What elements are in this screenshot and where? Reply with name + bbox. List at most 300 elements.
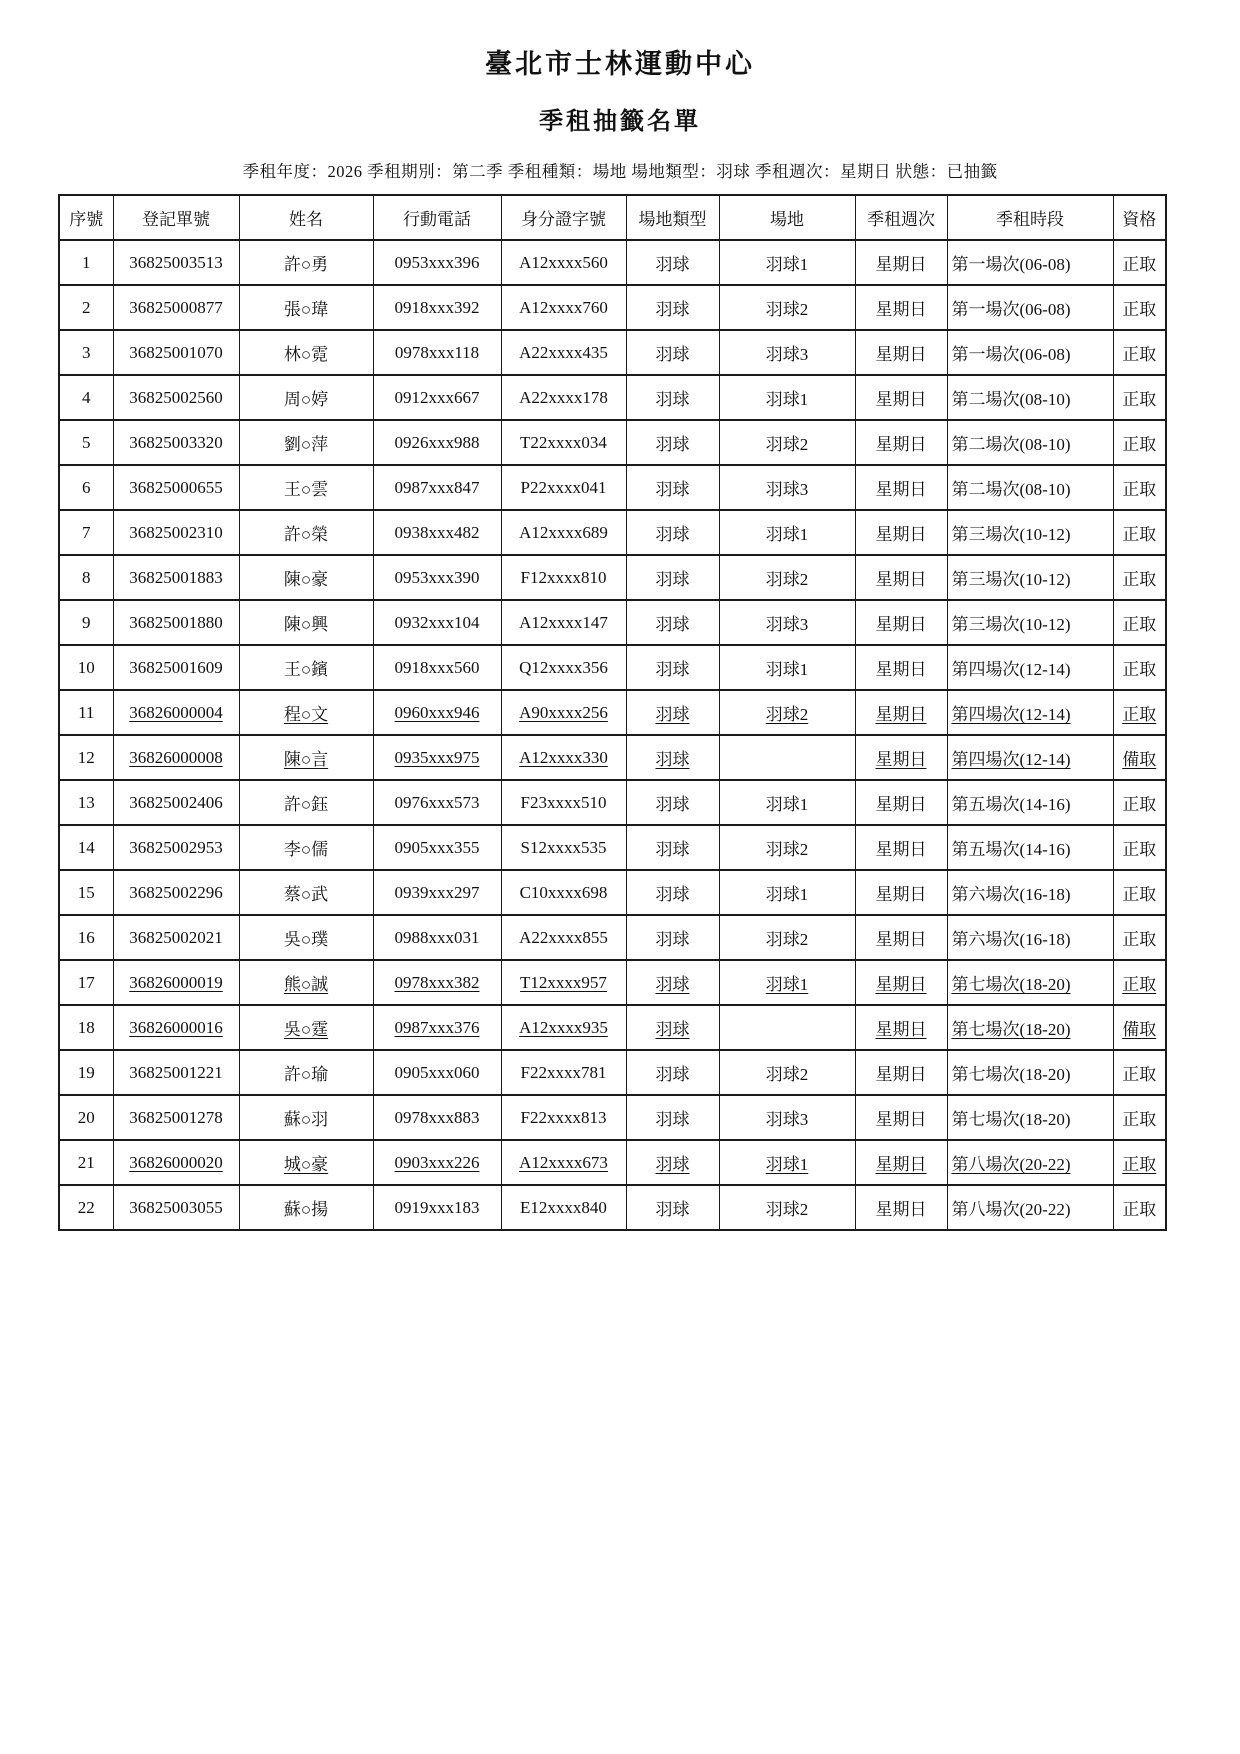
cell-phone [373,1140,501,1185]
column-header-weekday: 季租週次 [855,195,947,240]
cell-text: 正取 [1122,885,1157,905]
cell-venue_type [626,780,719,825]
cell-id_no [501,1005,626,1050]
cell-text: 羽球1 [765,525,809,545]
cell-text: 星期日 [875,1110,927,1130]
cell-text: 36825001880 [129,612,223,632]
cell-text: 羽球1 [765,795,809,815]
cell-text: 第三場次(10-12) [951,615,1071,635]
cell-text: T22xxxx034 [520,432,607,452]
cell-text: 0903xxx226 [394,1152,480,1172]
cell-text: 14 [77,837,95,857]
cell-reg_no [113,375,239,420]
table-row [59,420,1166,465]
cell-qualification [1113,240,1166,285]
table-row [59,510,1166,555]
cell-text: 星期日 [875,885,927,905]
cell-weekday [855,870,947,915]
cell-id_no [501,420,626,465]
cell-venue [719,1185,855,1230]
cell-venue [719,555,855,600]
cell-weekday [855,1185,947,1230]
cell-qualification [1113,1140,1166,1185]
table-row [59,780,1166,825]
cell-venue [719,420,855,465]
cell-phone [373,825,501,870]
cell-phone [373,645,501,690]
cell-text: 第五場次(14-16) [951,840,1071,860]
cell-text: 第七場次(18-20) [951,1110,1071,1130]
cell-seq [59,420,113,465]
cell-text: 11 [78,702,95,722]
cell-text: 羽球2 [765,1065,809,1085]
cell-name [239,1140,373,1185]
cell-text: 星期日 [875,660,927,680]
cell-text: 第六場次(16-18) [951,885,1071,905]
cell-text: 0939xxx297 [394,882,480,902]
table-row [59,690,1166,735]
cell-seq [59,330,113,375]
cell-reg_no [113,1095,239,1140]
cell-id_no [501,645,626,690]
cell-text: F22xxxx813 [520,1107,607,1127]
cell-seq [59,600,113,645]
cell-phone [373,285,501,330]
cell-qualification [1113,375,1166,420]
cell-text: 羽球 [655,1155,690,1175]
cell-text: 正取 [1122,390,1157,410]
cell-reg_no [113,510,239,555]
cell-weekday [855,1005,947,1050]
cell-seq [59,1005,113,1050]
cell-text: 羽球 [655,570,690,590]
cell-reg_no [113,690,239,735]
cell-text: 星期日 [875,1065,927,1085]
cell-text: 蘇○羽 [283,1110,329,1130]
cell-text: 星期日 [875,300,927,320]
cell-text: 正取 [1122,930,1157,950]
cell-venue_type [626,240,719,285]
cell-text: 星期日 [875,525,927,545]
cell-text: 7 [82,522,91,542]
cell-qualification [1113,1050,1166,1095]
cell-seq [59,1050,113,1095]
cell-venue [719,780,855,825]
cell-text: 36825001278 [129,1107,223,1127]
cell-text: 許○瑜 [283,1065,329,1085]
cell-name [239,735,373,780]
cell-name [239,240,373,285]
cell-id_no [501,1095,626,1140]
cell-text: 36825000877 [129,297,223,317]
column-header-venue: 場地 [719,195,855,240]
cell-weekday [855,465,947,510]
cell-venue [719,375,855,420]
cell-id_no [501,375,626,420]
cell-id_no [501,1140,626,1185]
table-row [59,285,1166,330]
cell-text: 吳○璞 [283,930,329,950]
table-row [59,465,1166,510]
cell-text: 羽球 [655,345,690,365]
cell-text: 1 [82,252,91,272]
lottery-roster-table [58,194,1167,1231]
cell-weekday [855,735,947,780]
cell-weekday [855,600,947,645]
table-body [59,240,1166,1230]
cell-text: 羽球1 [765,660,809,680]
cell-name [239,645,373,690]
cell-venue [719,1050,855,1095]
cell-text: 2 [82,297,91,317]
cell-seq [59,555,113,600]
cell-weekday [855,960,947,1005]
cell-text: 正取 [1122,795,1157,815]
cell-venue_type [626,870,719,915]
cell-text: 正取 [1122,705,1157,725]
cell-id_no [501,240,626,285]
cell-venue_type [626,1095,719,1140]
cell-text: 36826000019 [129,972,223,992]
season-meta-line: 季租年度：2026 季租期別：第二季 季租種類：場地 場地類型：羽球 季租週次：星期日 狀態：已抽籤 [242,162,998,182]
cell-text: 0988xxx031 [394,927,480,947]
cell-reg_no [113,1050,239,1095]
cell-text: 第二場次(08-10) [951,480,1071,500]
cell-text: 星期日 [875,930,927,950]
cell-text: 羽球 [655,1020,690,1040]
cell-timeslot [947,1140,1113,1185]
cell-id_no [501,555,626,600]
cell-text: 羽球3 [765,615,809,635]
table-row [59,330,1166,375]
cell-text: A22xxxx855 [519,927,608,947]
cell-venue_type [626,960,719,1005]
table-row [59,870,1166,915]
cell-text: 正取 [1122,435,1157,455]
cell-venue_type [626,1005,719,1050]
cell-text: 正取 [1122,1065,1157,1085]
cell-venue_type [626,1050,719,1095]
cell-text: 星期日 [875,615,927,635]
cell-qualification [1113,825,1166,870]
cell-text: 36825003513 [129,252,223,272]
cell-text: 羽球 [655,390,690,410]
cell-text: 22 [77,1197,95,1217]
cell-venue_type [626,825,719,870]
cell-weekday [855,645,947,690]
cell-text: 第七場次(18-20) [951,975,1071,995]
cell-venue_type [626,735,719,780]
table-row [59,915,1166,960]
cell-timeslot [947,1005,1113,1050]
cell-text: 林○霓 [283,345,329,365]
cell-reg_no [113,600,239,645]
cell-text: 0938xxx482 [394,522,480,542]
cell-text: 正取 [1122,615,1157,635]
cell-weekday [855,1050,947,1095]
cell-venue_type [626,645,719,690]
cell-name [239,555,373,600]
cell-weekday [855,780,947,825]
table-row [59,1050,1166,1095]
cell-venue [719,735,855,780]
cell-text: A12xxxx147 [519,612,608,632]
cell-text: 羽球2 [765,300,809,320]
table-row [59,735,1166,780]
cell-venue_type [626,915,719,960]
cell-qualification [1113,780,1166,825]
cell-text: 第八場次(20-22) [951,1200,1071,1220]
cell-venue [719,960,855,1005]
table-row [59,1185,1166,1230]
cell-phone [373,1005,501,1050]
cell-text: 正取 [1122,525,1157,545]
cell-text: 第二場次(08-10) [951,435,1071,455]
cell-seq [59,870,113,915]
cell-text: 熊○誠 [283,975,329,995]
cell-text: 羽球 [655,255,690,275]
cell-name [239,960,373,1005]
cell-reg_no [113,555,239,600]
cell-text: F23xxxx510 [520,792,607,812]
cell-text: 第四場次(12-14) [951,750,1071,770]
cell-text: 13 [77,792,95,812]
cell-reg_no [113,645,239,690]
cell-reg_no [113,465,239,510]
cell-text: 陳○興 [283,615,329,635]
cell-weekday [855,825,947,870]
cell-reg_no [113,915,239,960]
cell-text: P22xxxx041 [520,477,607,497]
cell-text: 羽球 [655,930,690,950]
cell-text: 0953xxx390 [394,567,480,587]
cell-text: 17 [77,972,95,992]
cell-venue_type [626,1140,719,1185]
cell-id_no [501,285,626,330]
cell-text: 36825002310 [129,522,223,542]
cell-text: 19 [77,1062,95,1082]
cell-qualification [1113,1005,1166,1050]
table-row [59,600,1166,645]
cell-text: A22xxxx435 [519,342,608,362]
cell-timeslot [947,1095,1113,1140]
cell-text: A12xxxx760 [519,297,608,317]
cell-reg_no [113,780,239,825]
cell-venue [719,465,855,510]
cell-phone [373,1095,501,1140]
cell-text: 第七場次(18-20) [951,1065,1071,1085]
column-header-id_no: 身分證字號 [501,195,626,240]
cell-timeslot [947,645,1113,690]
cell-text: 第一場次(06-08) [951,345,1071,365]
cell-text: 備取 [1122,1020,1157,1040]
table-row [59,1140,1166,1185]
cell-text: 蘇○揚 [283,1200,329,1220]
cell-text: A90xxxx256 [519,702,608,722]
cell-text: 36825001609 [129,657,223,677]
table-row [59,555,1166,600]
cell-text: 第三場次(10-12) [951,525,1071,545]
cell-name [239,825,373,870]
cell-weekday [855,915,947,960]
cell-text: 許○榮 [283,525,329,545]
cell-seq [59,240,113,285]
cell-text: 21 [77,1152,95,1172]
cell-qualification [1113,735,1166,780]
cell-text: 張○瑋 [283,300,329,320]
cell-id_no [501,870,626,915]
cell-weekday [855,420,947,465]
cell-text: 星期日 [875,1155,927,1175]
cell-text: F12xxxx810 [520,567,607,587]
cell-seq [59,915,113,960]
cell-timeslot [947,960,1113,1005]
cell-text: 第一場次(06-08) [951,300,1071,320]
cell-text: 第一場次(06-08) [951,255,1071,275]
cell-phone [373,780,501,825]
cell-text: 羽球 [655,615,690,635]
cell-reg_no [113,240,239,285]
cell-qualification [1113,1095,1166,1140]
cell-text: 周○婷 [283,390,329,410]
cell-seq [59,1140,113,1185]
cell-text: Q12xxxx356 [519,657,608,677]
cell-reg_no [113,870,239,915]
cell-text: A12xxxx673 [519,1152,608,1172]
cell-text: 正取 [1122,1155,1157,1175]
cell-name [239,870,373,915]
cell-phone [373,1050,501,1095]
cell-reg_no [113,420,239,465]
cell-venue [719,240,855,285]
cell-name [239,375,373,420]
cell-weekday [855,375,947,420]
cell-text: 羽球2 [765,570,809,590]
cell-text: A12xxxx689 [519,522,608,542]
cell-text: 羽球3 [765,480,809,500]
column-header-phone: 行動電話 [373,195,501,240]
cell-name [239,780,373,825]
cell-text: 羽球 [655,705,690,725]
cell-text: 36825002953 [129,837,223,857]
cell-text: 0918xxx560 [394,657,480,677]
cell-qualification [1113,510,1166,555]
cell-id_no [501,465,626,510]
column-header-timeslot: 季租時段 [947,195,1113,240]
cell-reg_no [113,960,239,1005]
cell-text: 正取 [1122,660,1157,680]
cell-text: 36825003320 [129,432,223,452]
cell-text: 0912xxx667 [394,387,480,407]
cell-text: 第四場次(12-14) [951,660,1071,680]
cell-text: 0987xxx376 [394,1017,480,1037]
cell-text: 羽球 [655,1200,690,1220]
cell-reg_no [113,1140,239,1185]
cell-name [239,915,373,960]
cell-text: 正取 [1122,840,1157,860]
cell-name [239,330,373,375]
cell-text: 羽球1 [765,390,809,410]
cell-timeslot [947,780,1113,825]
cell-text: 36826000008 [129,747,223,767]
cell-text: 36825003055 [129,1197,223,1217]
cell-text: 星期日 [875,480,927,500]
cell-name [239,690,373,735]
cell-text: 第二場次(08-10) [951,390,1071,410]
cell-timeslot [947,825,1113,870]
cell-text: 星期日 [875,570,927,590]
table-row [59,240,1166,285]
cell-reg_no [113,735,239,780]
cell-weekday [855,1095,947,1140]
cell-qualification [1113,420,1166,465]
cell-text: 備取 [1122,750,1157,770]
cell-venue [719,825,855,870]
cell-text: 15 [77,882,95,902]
cell-text: 0905xxx060 [394,1062,480,1082]
cell-phone [373,465,501,510]
cell-text: 36825001070 [129,342,223,362]
column-header-venue_type: 場地類型 [626,195,719,240]
cell-text: 星期日 [875,1020,927,1040]
cell-text: 李○儒 [283,840,329,860]
cell-timeslot [947,285,1113,330]
cell-id_no [501,330,626,375]
cell-text: 羽球 [655,660,690,680]
cell-text: 0978xxx382 [394,972,480,992]
cell-venue_type [626,420,719,465]
cell-phone [373,600,501,645]
cell-text: 星期日 [875,840,927,860]
cell-timeslot [947,330,1113,375]
table-row [59,1005,1166,1050]
cell-id_no [501,825,626,870]
cell-venue [719,285,855,330]
cell-qualification [1113,465,1166,510]
cell-name [239,510,373,555]
cell-text: 第七場次(18-20) [951,1020,1071,1040]
cell-text: 星期日 [875,795,927,815]
cell-timeslot [947,555,1113,600]
cell-seq [59,780,113,825]
cell-text: 陳○言 [283,750,329,770]
page-subtitle: 季租抽籤名單 [539,109,701,136]
cell-text: 0987xxx847 [394,477,480,497]
cell-text: 蔡○武 [283,885,329,905]
cell-text: 4 [82,387,91,407]
cell-text: 正取 [1122,255,1157,275]
table-row [59,645,1166,690]
cell-text: 羽球1 [765,885,809,905]
cell-venue_type [626,285,719,330]
cell-qualification [1113,645,1166,690]
cell-text: 星期日 [875,975,927,995]
cell-weekday [855,510,947,555]
cell-text: 36825002560 [129,387,223,407]
cell-venue_type [626,510,719,555]
cell-name [239,465,373,510]
cell-seq [59,690,113,735]
cell-text: 36825001883 [129,567,223,587]
cell-weekday [855,1140,947,1185]
cell-seq [59,645,113,690]
cell-qualification [1113,915,1166,960]
cell-name [239,285,373,330]
cell-text: A22xxxx178 [519,387,608,407]
cell-reg_no [113,330,239,375]
cell-text: 0960xxx946 [394,702,480,722]
cell-weekday [855,240,947,285]
